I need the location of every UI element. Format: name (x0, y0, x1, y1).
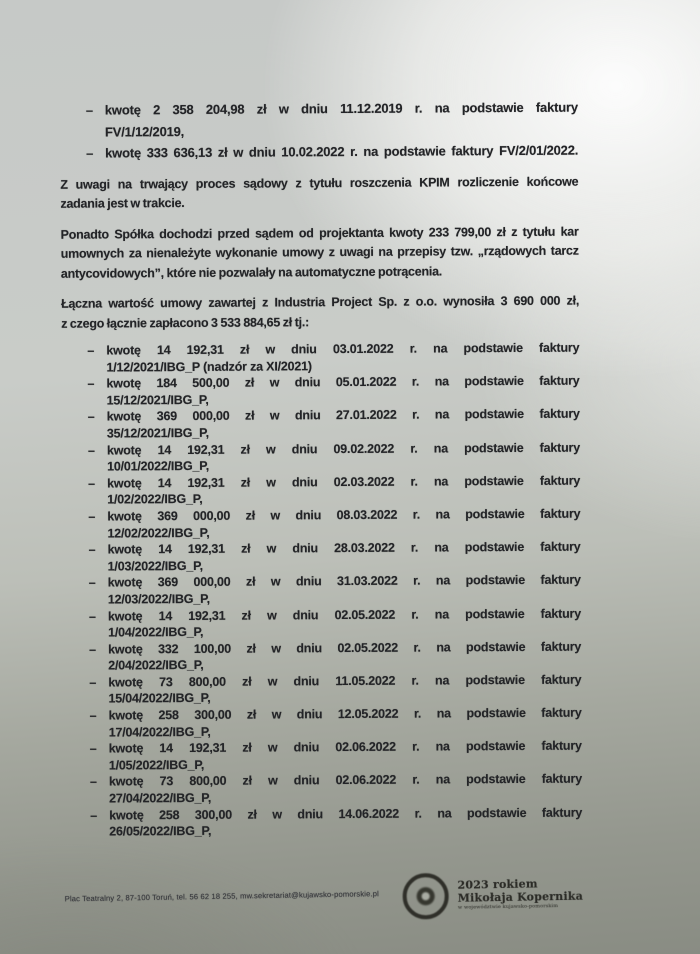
list-dash: – (88, 509, 96, 524)
list-dash: – (90, 808, 97, 823)
paragraph-penalties (61, 222, 579, 284)
payment-amount-line: kwotę 369 000,00 zł w dniu 31.03.2022 r. na podstawie faktury (107, 572, 581, 590)
list-dash: – (88, 476, 95, 491)
paragraph-line: Z uwagi na trwający proces sądowy z tytułu roszczenia KPIM rozliczenie końcowe (60, 174, 579, 192)
payment-invoice-line: 15/12/2021/IBG_P, (106, 392, 209, 408)
list-dash: – (85, 102, 93, 118)
payment-item (62, 472, 580, 508)
payment-item (64, 771, 582, 807)
payment-item (64, 705, 582, 741)
payment-invoice-line: 35/12/2021/IBG_P, (106, 425, 209, 441)
payment-invoice-line: 2/04/2022/IBG_P, (108, 658, 204, 673)
payment-item (63, 638, 581, 674)
paragraph-line: umownych za nienależyte wykonanie umowy z uwagi na przepisy tzw. „rządowych tarcz (60, 243, 579, 261)
payment-invoice-line: 1/03/2022/IBG_P, (107, 558, 203, 574)
payment-invoice-line: 1/02/2022/IBG_P, (107, 492, 203, 507)
list-dash: – (86, 145, 94, 161)
copernicus-emblem-icon (402, 873, 449, 920)
payment-item (62, 506, 580, 542)
payment-invoice-line: 15/04/2022/IBG_P, (108, 691, 211, 706)
footer-address: Plac Teatralny 2, 87-100 Toruń, tel. 56 62 18 255, mw.sekretariat@kujawsko-pomorskie.pl (64, 889, 379, 904)
payment-amount-line: kwotę 14 192,31 zł w dniu 02.06.2022 r. na podstawie faktury (108, 738, 582, 756)
logo-region-text: w województwie kujawsko-pomorskim (457, 902, 558, 911)
payment-invoice-line: 1/04/2022/IBG_P, (108, 624, 204, 640)
payment-invoice-line: FV/1/12/2019, (104, 123, 185, 139)
payment-amount-line: kwotę 14 192,31 zł w dniu 28.03.2022 r. na podstawie faktury (107, 539, 581, 557)
payment-item (64, 804, 582, 840)
payment-amount-line: kwotę 14 192,31 zł w dniu 02.03.2022 r. na podstawie faktury (107, 473, 581, 491)
payment-amount-line: kwotę 333 636,13 zł w dniu 10.02.2022 r. na podstawie faktury FV/2/01/2022. (105, 142, 579, 161)
paragraph-line: Łączna wartość umowy zawartej z Industria Project Sp. z o.o. wynosiła 3 690 000 zł, (61, 293, 580, 311)
payment-invoice-line: 10/01/2022/IBG_P, (106, 459, 210, 474)
payment-amount-line: kwotę 73 800,00 zł w dniu 02.06.2022 r. na podstawie faktury (108, 772, 582, 789)
payment-amount-line: kwotę 14 192,31 zł w dniu 02.05.2022 r. na podstawie faktury (107, 606, 581, 623)
page-footer (65, 871, 583, 920)
paragraph-line: Ponadto Spółka dochodzi przed sądem od projektanta kwoty 233 799,00 zł z tytułu kar (60, 224, 579, 242)
initial-payments-list (60, 97, 578, 165)
list-dash: – (88, 609, 96, 624)
payment-invoice-line: 12/03/2022/IBG_P, (107, 591, 210, 607)
list-item (60, 97, 578, 143)
list-dash: – (89, 642, 96, 657)
payment-invoice-line: 17/04/2022/IBG_P, (108, 724, 211, 740)
payment-item (62, 406, 580, 442)
payment-invoice-line: 1/12/2021/IBG_P (nadzór za XI/2021) (106, 358, 312, 375)
payment-amount-line: kwotę 14 192,31 zł w dniu 09.02.2022 r. na podstawie faktury (106, 440, 580, 458)
paragraph-contract-value (61, 292, 579, 334)
paragraph-line: z czego łącznie zapłacono 3 533 884,65 zł tj.: (61, 314, 310, 331)
payment-item (62, 439, 580, 475)
payment-amount-line: kwotę 73 800,00 zł w dniu 11.05.2022 r. na podstawie faktury (108, 672, 582, 690)
list-dash: – (87, 409, 95, 424)
payment-amount-line: kwotę 258 300,00 zł w dniu 12.05.2022 r. na podstawie faktury (108, 705, 582, 723)
payment-item (63, 671, 581, 707)
payment-amount-line: kwotę 369 000,00 zł w dniu 08.03.2022 r. na podstawie faktury (107, 506, 581, 524)
paragraph-line: antycovidowych”, które nie pozwalały na automatyczne potrącenia. (60, 263, 443, 281)
payment-invoice-line: 1/05/2022/IBG_P, (108, 757, 205, 773)
list-dash: – (89, 774, 97, 790)
logo-name-text: Mikołaja Kopernika (457, 888, 583, 905)
payment-amount-line: kwotę 14 192,31 zł w dniu 03.01.2022 r. na podstawie faktury (106, 340, 580, 358)
list-dash: – (89, 675, 97, 690)
list-dash: – (89, 741, 97, 756)
payment-item (64, 738, 582, 774)
payment-amount-line: kwotę 184 500,00 zł w dniu 05.01.2022 r. na podstawie faktury (106, 373, 580, 391)
payment-item (63, 605, 581, 641)
paragraph-line: zadania jest w trakcie. (60, 196, 185, 211)
payment-item (61, 373, 579, 409)
payment-item (62, 539, 580, 575)
payment-amount-line: kwotę 2 358 204,98 zł w dniu 11.12.2019 r. na podstawie faktury (104, 99, 578, 118)
copernicus-logo (402, 870, 583, 919)
list-dash: – (87, 343, 95, 358)
payment-amount-line: kwotę 369 000,00 zł w dniu 27.01.2022 r. na podstawie faktury (106, 406, 580, 424)
payment-item (63, 572, 581, 608)
list-dash: – (87, 376, 95, 391)
list-dash: – (87, 443, 95, 458)
logo-year-text: 2023 rokiem (457, 877, 538, 892)
list-dash: – (88, 575, 96, 590)
list-item (60, 140, 578, 165)
payment-invoice-line: 27/04/2022/IBG_P, (109, 790, 212, 806)
payment-item (61, 340, 579, 376)
paragraph-lawsuit (60, 172, 578, 214)
payment-amount-line: kwotę 332 100,00 zł w dniu 02.05.2022 r. na podstawie faktury (108, 639, 582, 657)
list-dash: – (88, 542, 96, 557)
payment-invoice-line: 26/05/2022/IBG_P, (109, 824, 212, 839)
payments-list (61, 340, 582, 841)
payment-amount-line: kwotę 258 300,00 zł w dniu 14.06.2022 r. na podstawie faktury (109, 805, 583, 823)
list-dash: – (89, 708, 97, 723)
payment-invoice-line: 12/02/2022/IBG_P, (107, 525, 210, 541)
